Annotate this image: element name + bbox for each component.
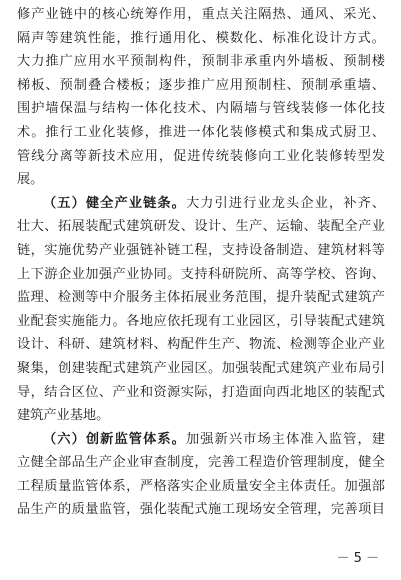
- text-line: 围护墙保温与结构一体化技术、内隔墙与管线装修一体化技: [17, 101, 385, 117]
- text-run: 大力引进行业龙头企业，补齐、: [185, 195, 385, 211]
- text-line: 隔声等建筑性能，推行通用化、模数化、标准化设计方式。: [17, 30, 385, 46]
- text-line: 设计、科研、建筑材料、构配件生产、物流、检测等企业产业: [17, 337, 385, 353]
- paragraph-first-line: [17, 192, 385, 216]
- text-line: 管线分离等新技术应用，促进传统装修向工业化装修转型发: [17, 148, 385, 164]
- text-line: 建筑产业基地。: [17, 408, 110, 424]
- section-heading-6: （六）创新监管体系。: [43, 431, 186, 447]
- text-run: 加强新兴市场主体准入监管，建: [185, 431, 385, 447]
- text-line: 立健全部品生产企业审查制度，完善工程造价管理制度，健全: [17, 455, 385, 471]
- text-line: 链，实施优势产业强链补链工程，支持设备制造、建筑材料等: [17, 242, 385, 258]
- body-text: [17, 3, 385, 522]
- text-line: 展。: [17, 172, 44, 188]
- text-line: 业配套实施能力。各地应依托现有工业园区，引导装配式建筑: [17, 313, 385, 329]
- text-line: 工程质量监管体系，严格落实企业质量安全主体责任。加强部: [17, 478, 385, 494]
- text-line: 修产业链中的核心统筹作用，重点关注隔热、通风、采光、: [17, 7, 385, 22]
- text-line: 导，结合区位、产业和资源实际，打造面向西北地区的装配式: [17, 384, 385, 400]
- section-heading-5: （五）健全产业链条。: [43, 195, 186, 211]
- text-line: 梯板、预制叠合楼板；逐步推广应用预制柱、预制承重墙、: [17, 77, 385, 93]
- paragraph-first-line: [17, 428, 385, 452]
- text-line: 上下游企业加强产业协同。支持科研院所、高等学校、咨询、: [17, 266, 385, 282]
- text-line: 聚集，创建装配式建筑产业园区。加强装配式建筑产业布局引: [17, 360, 385, 376]
- text-line: 术。推行工业化装修，推进一体化装修模式和集成式厨卫、: [17, 124, 385, 140]
- text-line: 监理、检测等中介服务主体拓展业务范围，提升装配式建筑产: [17, 290, 385, 306]
- text-line: 大力推广应用水平预制构件，预制非承重内外墙板、预制楼: [17, 54, 385, 70]
- text-line: 壮大、拓展装配式建筑研发、设计、生产、运输、装配全产业: [17, 219, 385, 235]
- page-number: － 5 －: [336, 551, 379, 566]
- text-line: 品生产的质量监管，强化装配式施工现场安全管理，完善项目: [17, 502, 385, 518]
